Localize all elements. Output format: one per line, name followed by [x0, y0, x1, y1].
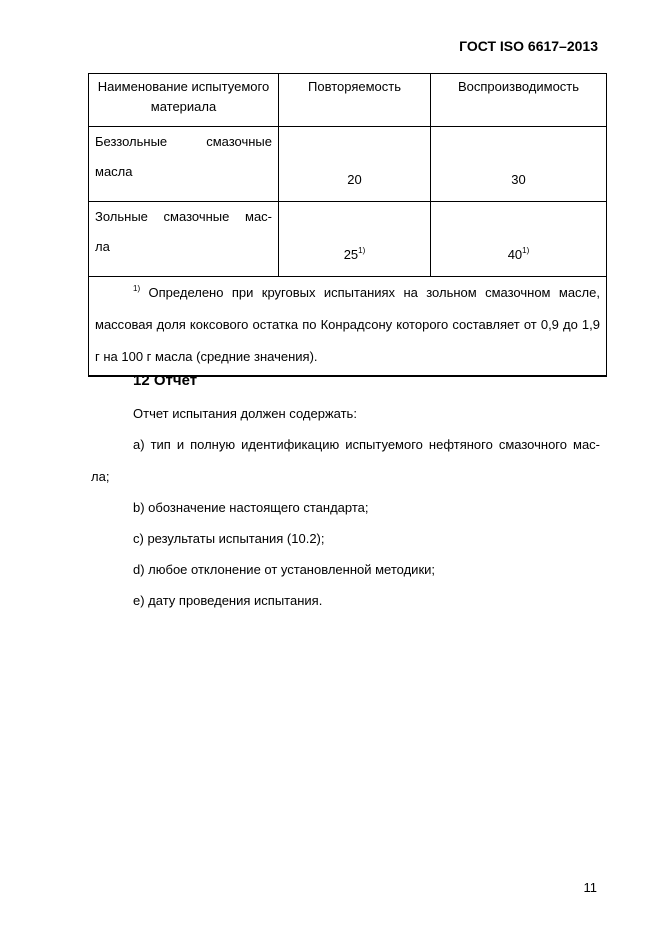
- document-id: ГОСТ ISO 6617–2013: [459, 38, 598, 54]
- column-header-repeatability: Повторяемость: [279, 74, 431, 127]
- column-header-material: Наименование испытуемого материала: [89, 74, 279, 127]
- table-row: [89, 127, 607, 202]
- footnote-ref: 1): [358, 246, 366, 255]
- material-name-line2: ла: [95, 239, 110, 254]
- material-name-line2: масла: [95, 164, 133, 179]
- list-item-a-line1: а) тип и полную идентификацию испытуемого нефтяного смазочного мас-: [133, 437, 600, 452]
- reproducibility-cell: 30: [431, 127, 607, 202]
- precision-table: [88, 73, 607, 377]
- section-intro: Отчет испытания должен содержать:: [133, 406, 357, 421]
- table-footnote-row: [89, 277, 607, 377]
- table-footnote: [89, 277, 607, 377]
- table-header-row: [89, 74, 607, 127]
- material-name-cell: [89, 127, 279, 202]
- section-title: 12 Отчет: [133, 372, 198, 389]
- page-number: 11: [583, 880, 597, 895]
- material-name-line1: Зольные смазочные мас-: [95, 209, 272, 224]
- reproducibility-cell: 40$^{1)}$: [431, 202, 607, 277]
- list-item-b: b) обозначение настоящего стандарта;: [133, 500, 369, 515]
- table-row: [89, 202, 607, 277]
- column-header-reproducibility: Воспроизводимость: [431, 74, 607, 127]
- footnote-text: Определено при круговых испытаниях на зольном смазочном масле, массовая доля коксового остатка по Конрадсону которого составляет от 0,9 до 1,9 г на 100 г масла (средние значения).: [95, 285, 600, 364]
- footnote-mark: 1): [133, 284, 141, 293]
- repeatability-cell: 20: [279, 127, 431, 202]
- list-item-a-line2: ла;: [91, 469, 110, 484]
- list-item-d: d) любое отклонение от установленной методики;: [133, 562, 436, 577]
- list-item-e: e) дату проведения испытания.: [133, 593, 323, 608]
- material-name-cell: [89, 202, 279, 277]
- material-name-line1: Беззольные смазочные: [95, 134, 272, 149]
- repeatability-cell: 25$^{1)}$: [279, 202, 431, 277]
- list-item-c: c) результаты испытания (10.2);: [133, 531, 325, 546]
- footnote-ref: 1): [522, 246, 530, 255]
